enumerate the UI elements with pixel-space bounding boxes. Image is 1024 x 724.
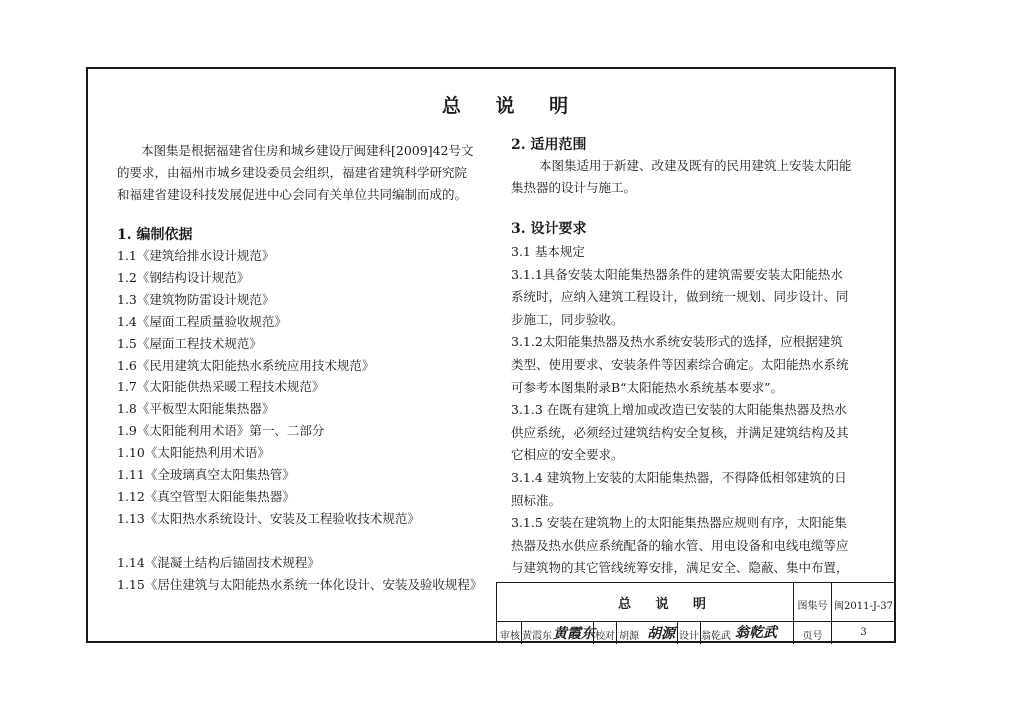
check-label: 校对 [595,631,615,642]
drawing-title: 总 说 明 [617,597,717,612]
reference-item-name: 1.12《真空管型太阳能集热器》 [117,488,295,504]
intro-line: 和福建省建设科技发展促进中心会同有关单位共同编制而成的。 [117,187,468,202]
design-requirement-line: 步施工，同步验收。 [511,311,624,327]
designer-signature: 翁乾武 [735,625,777,641]
design-requirement-line: 3.1.2太阳能集热器及热水系统安装形式的选择，应根据建筑 [511,334,843,350]
design-requirement-line: 照标准。 [511,492,562,508]
reference-item-name: 1.14《混凝土结构后锚固技术规程》 [117,554,320,570]
section-1-heading: 1. 编制依据 [117,227,193,243]
atlas-no-label: 图集号 [797,601,828,612]
reviewer-signature: 黄霞东 [553,626,595,642]
design-requirement-line: 3.1.4 建筑物上安装的太阳能集热器，不得降低相邻建筑的日 [511,470,847,485]
page-number: 3 [860,627,867,638]
design-label: 设计 [679,631,699,642]
design-requirement-line: 它相应的安全要求。 [511,447,624,463]
reference-item-name: 1.9《太阳能利用术语》第一、二部分 [117,423,325,439]
reference-item-name: 1.1《建筑给排水设计规范》 [117,248,275,263]
design-requirement-line: 供应系统，必须经过建筑结构安全复核，并满足建筑结构及其 [511,424,849,440]
checker-signature: 胡源 [647,626,675,642]
design-requirement-line: 3.1.1具备安装太阳能集热器条件的建筑需要安装太阳能热水 [511,266,843,282]
design-requirement-line: 系统时，应纳入建筑工程设计，做到统一规划、同步设计、同 [511,289,849,305]
reference-item-name: 1.6《民用建筑太阳能热水系统应用技术规范》 [117,357,375,373]
intro-line: 的要求，由福州市城乡建设委员会组织，福建省建筑科学研究院 [117,165,468,180]
section-2-line: 本图集适用于新建、改建及既有的民用建筑上安装太阳能 [539,158,852,173]
reference-item-name: 1.11《全玻璃真空太阳集热管》 [117,467,295,482]
reviewer-name: 黄霞东 [522,631,552,642]
reference-item-name: 1.15《居住建筑与太阳能热水系统一体化设计、安装及验收规程》 [117,576,483,592]
section-2-line: 集热器的设计与施工。 [511,180,637,195]
reference-item-name: 1.5《屋面工程技术规范》 [117,335,262,351]
design-requirement-line: 与建筑物的其它管线统筹安排，满足安全、隐蔽、集中布置， [511,560,849,576]
design-requirement-line: 3.1.5 安装在建筑物上的太阳能集热器应规则有序，太阳能集 [511,515,847,531]
designer-name: 翁乾武 [701,631,731,642]
section-2-heading: 2. 适用范围 [511,137,587,153]
design-requirement-line: 类型、使用要求、安装条件等因素综合确定。太阳能热水系统 [511,357,849,372]
reference-item-name: 1.2《钢结构设计规范》 [117,269,250,285]
checker-name: 胡源 [619,631,639,642]
atlas-no: 闽2011-J-37 [834,601,893,612]
design-requirement-line: 3.1.3 在既有建筑上增加或改造已安装的太阳能集热器及热水 [511,402,847,418]
intro-line: 本图集是根据福建省住房和城乡建设厅闽建科[2009]42号文 [141,143,474,158]
reference-item-name: 1.8《平板型太阳能集热器》 [117,401,275,417]
design-requirement-line: 3.1 基本规定 [511,244,585,259]
page-label: 页号 [802,631,823,642]
reference-item-name: 1.10《太阳能热利用术语》 [117,445,270,461]
design-requirement-line: 热器及热水供应系统配备的输水管、用电设备和电线电缆等应 [511,537,849,553]
page-title: 总 说 明 [441,95,583,117]
reference-item-name: 1.4《屋面工程质量验收规范》 [117,313,287,329]
reference-item-name: 1.3《建筑物防雷设计规范》 [117,291,275,307]
title-block [496,582,896,643]
reference-item-name: 1.7《太阳能供热采暖工程技术规范》 [117,379,325,395]
section-3-heading: 3. 设计要求 [511,221,587,237]
reference-item-name: 1.13《太阳热水系统设计、安装及工程验收技术规范》 [117,510,420,526]
design-requirement-line: 可参考本图集附录B“太阳能热水系统基本要求”。 [511,379,783,395]
review-label: 审核 [500,631,520,642]
